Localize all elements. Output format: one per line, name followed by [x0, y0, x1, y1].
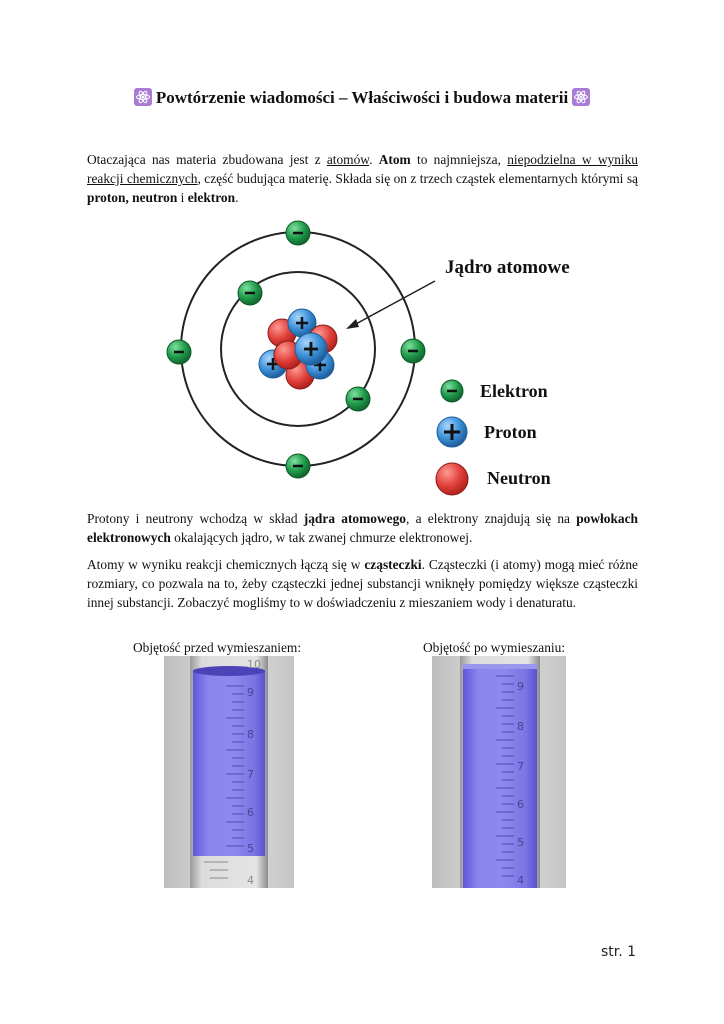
electron [401, 339, 425, 363]
cylinder-before-photo [164, 656, 294, 888]
scale-label: 8 [247, 728, 254, 741]
term-atoms: atomów [326, 152, 370, 167]
intro-paragraph: Otaczająca nas materia zbudowana jest z atomów. Atom to najmniejsza, niepodzielna w wyniku reakcji chemicznych, część budująca materię. Składa się on z trzech cząstek elementarnych którymi są proton, neutron i elektron. [87, 152, 639, 205]
legend-electron: Elektron [480, 381, 548, 401]
scale-label: 9 [247, 686, 254, 699]
electron [286, 454, 310, 478]
scale-label: 6 [517, 798, 524, 811]
caption-before: Objętość przed wymieszaniem: [133, 640, 302, 655]
page-title [0, 88, 724, 108]
term-molecules: cząsteczki [364, 557, 422, 572]
atom-icon [572, 88, 590, 106]
term-atom: Atom [378, 152, 411, 167]
electron [167, 340, 191, 364]
scale-label: 4 [247, 874, 254, 887]
scale-label: 5 [517, 836, 524, 849]
term-shells: powłokach elektronowych [87, 511, 638, 545]
title-text: Powtórzenie wiadomości – Właściwości i budowa materii [155, 88, 569, 107]
core-arrow [354, 281, 435, 325]
scale-label: 7 [517, 760, 524, 773]
nucleus [259, 309, 337, 389]
scale-label: 8 [517, 720, 524, 733]
scale-label: 7 [247, 768, 254, 781]
scale-label: 6 [247, 806, 254, 819]
scale-label: 5 [247, 842, 254, 855]
electron [346, 387, 370, 411]
term-electron: elektron [187, 190, 236, 205]
electron [286, 221, 310, 245]
scale-label: 9 [517, 680, 524, 693]
electron [238, 281, 262, 305]
nucleus-paragraph: Protony i neutrony wchodzą w skład jądra atomowego, a elektrony znajdują się na powłokach elektronowych okalających jądro, w tak zwanej chmurze elektronowej. [87, 511, 638, 545]
legend-neutron-icon [436, 463, 468, 495]
caption-after: Objętość po wymieszaniu: [423, 640, 566, 655]
page-number: str. 1 [600, 944, 636, 960]
term-proton-neutron: proton, neutron [87, 190, 178, 205]
legend-proton-icon [437, 417, 467, 447]
legend-neutron: Neutron [487, 468, 551, 488]
term-indivisible: niepodzielna w wyniku reakcji chemicznych [87, 152, 639, 186]
legend-proton: Proton [484, 422, 537, 442]
label-nucleus: Jądro atomowe [445, 257, 570, 278]
term-nucleus: jądra atomowego [303, 511, 406, 526]
cylinder-after-photo [432, 656, 566, 888]
legend-electron-icon [441, 380, 463, 402]
atom-icon [134, 88, 152, 106]
molecules-paragraph: Atomy w wyniku reakcji chemicznych łączą się w cząsteczki. Cząsteczki (i atomy) mogą mieć różne rozmiary, co pozwala na to, żeby cząsteczki jednej substancji wniknęły pomiędzy większe cząsteczki innej substancji. Zobaczyć mogliśmy to w doświadczeniu z mieszaniem wody i denaturatu. [87, 557, 638, 610]
scale-label: 10 [247, 658, 261, 671]
scale-label: 4 [517, 874, 524, 887]
